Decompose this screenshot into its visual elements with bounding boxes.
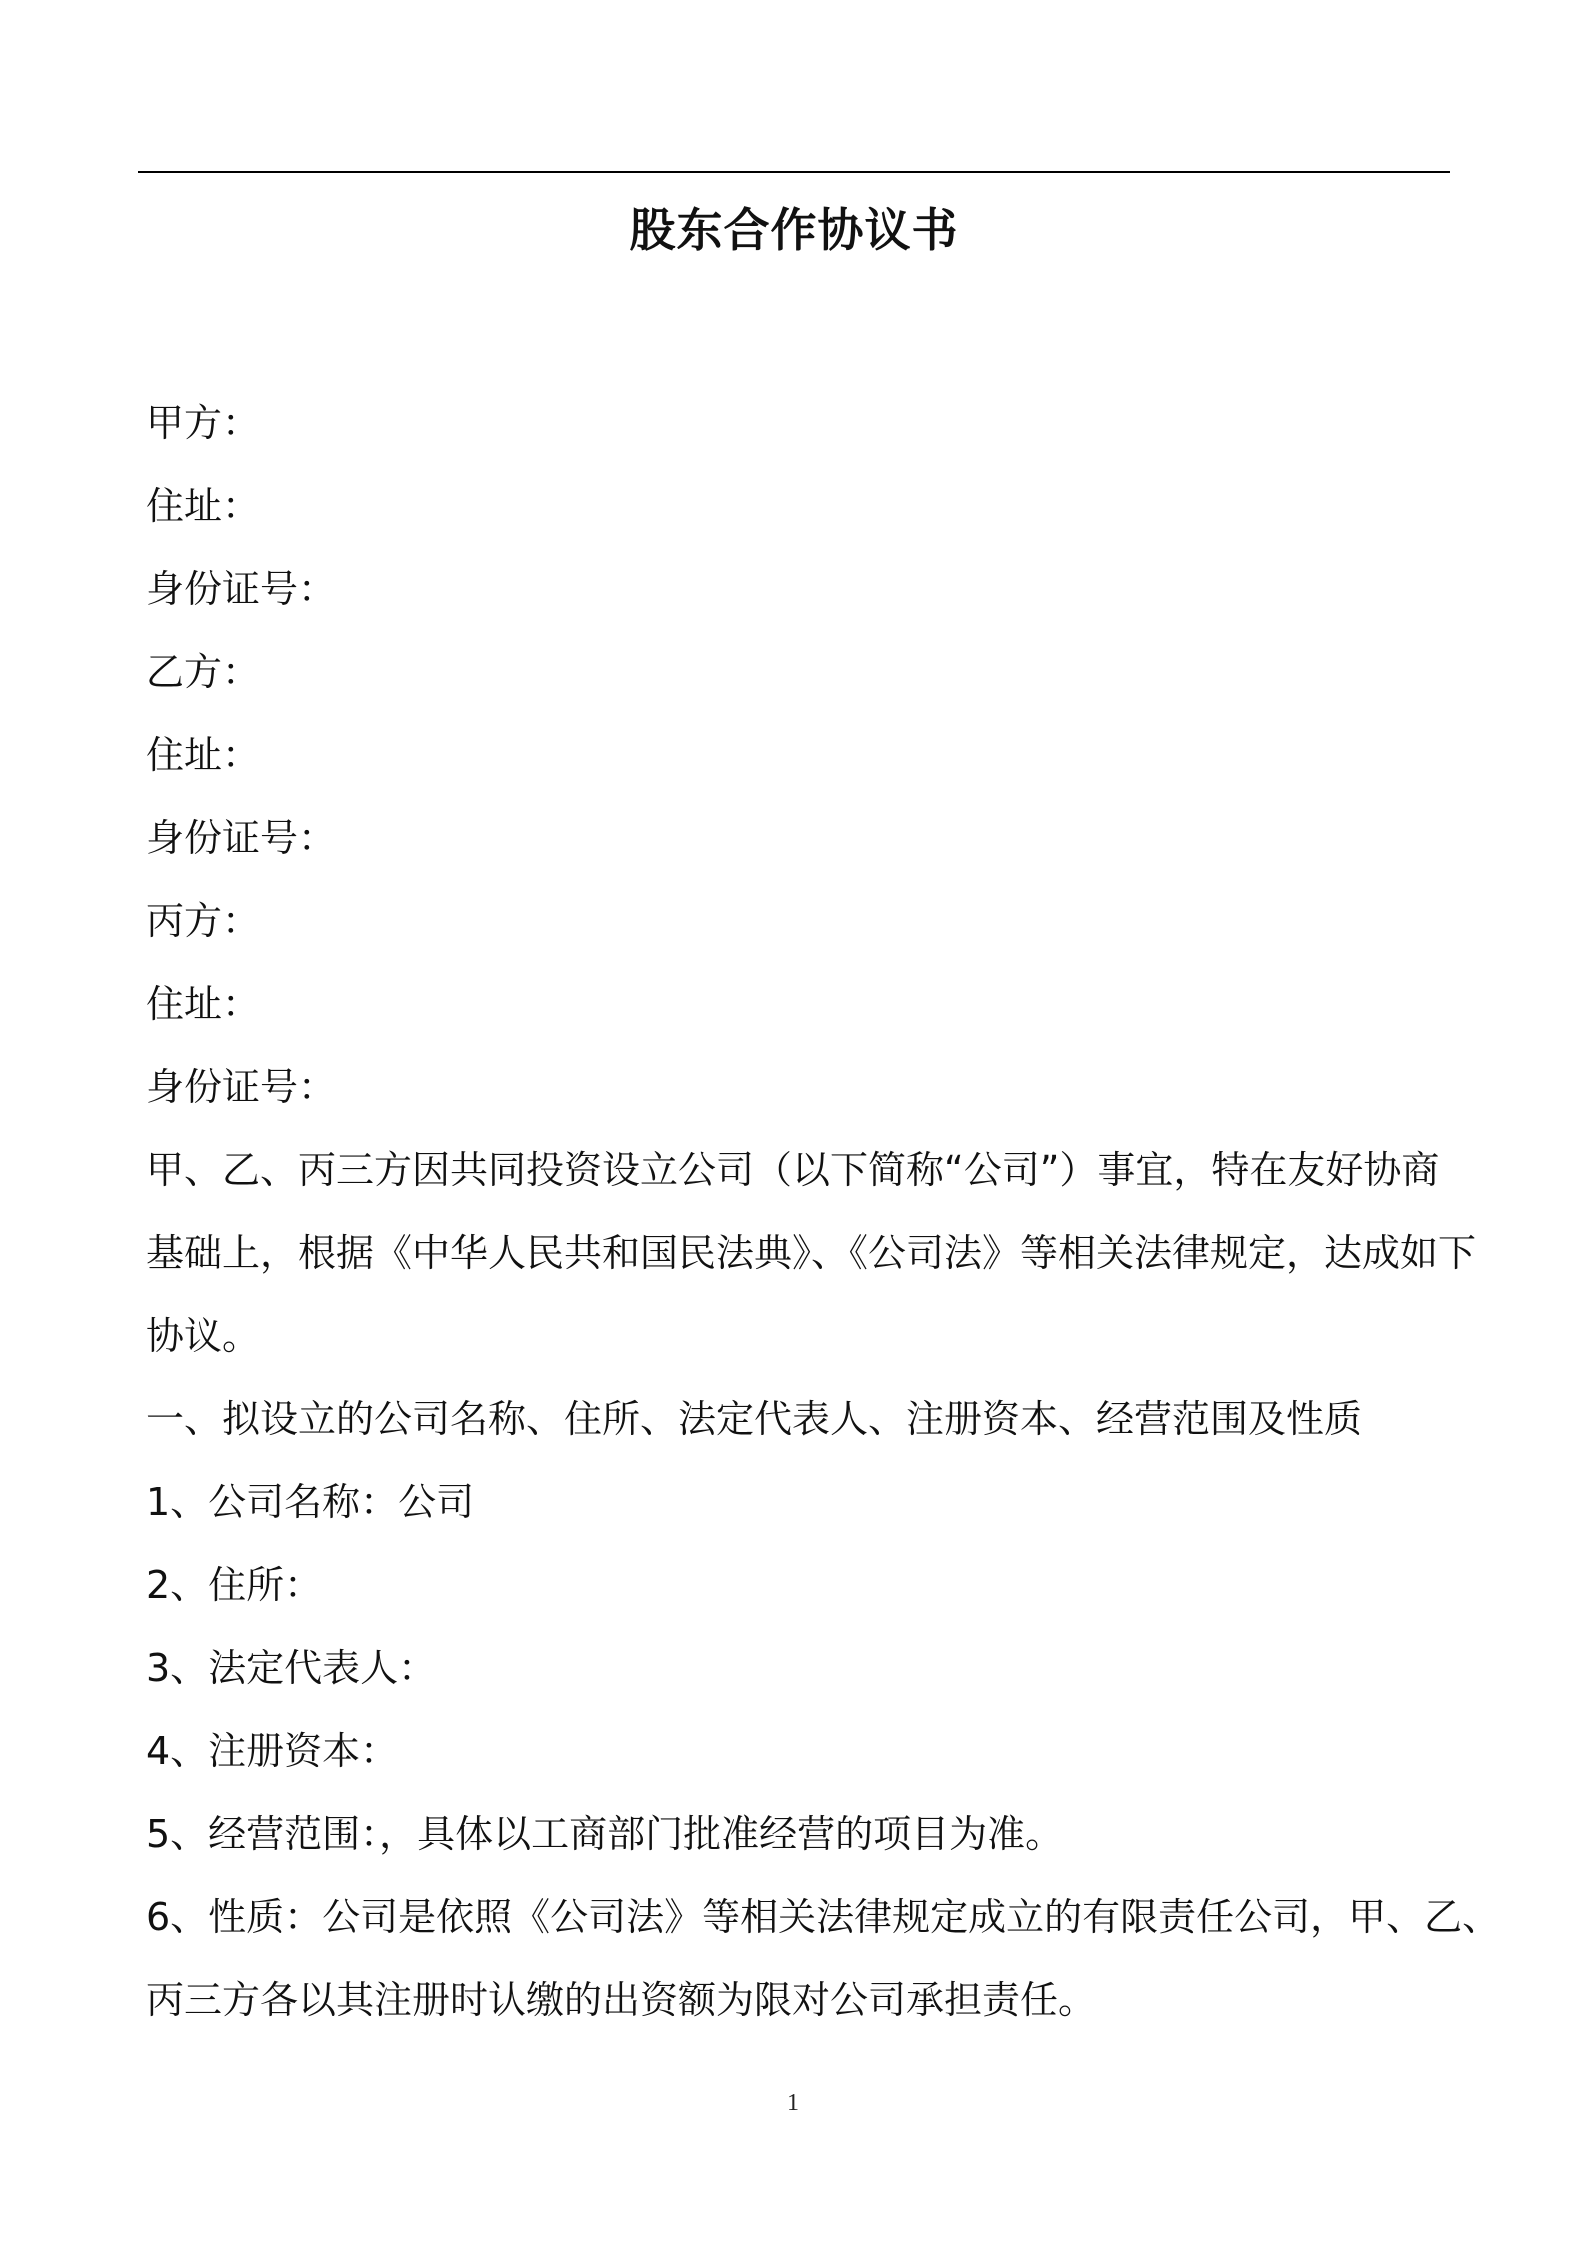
party-c-label: 丙方： <box>146 899 261 943</box>
party-a-id-label: 身份证号： <box>146 567 337 611</box>
section-1-item-legal-representative: 3、法定代表人： <box>146 1646 437 1690</box>
intro-line-1: 甲、乙、丙三方因共同投资设立公司（以下简称“公司”）事宜，特在友好协商 <box>146 1148 1440 1192</box>
document-title: 股东合作协议书 <box>629 203 959 257</box>
document-body <box>146 382 1501 2042</box>
party-a-address-label: 住址： <box>146 484 261 528</box>
section-1-item-registered-capital: 4、注册资本： <box>146 1729 399 1773</box>
party-c-id-label: 身份证号： <box>146 1065 337 1109</box>
party-a-label: 甲方： <box>146 401 261 445</box>
party-b-label: 乙方： <box>146 650 261 694</box>
page-number: 1 <box>787 2090 799 2116</box>
party-b-id-label: 身份证号： <box>146 816 337 860</box>
header-rule <box>138 171 1450 173</box>
section-1-item-nature-line-2: 丙三方各以其注册时认缴的出资额为限对公司承担责任。 <box>146 1978 1097 2022</box>
section-1-item-company-name: 1、公司名称：公司 <box>146 1480 475 1524</box>
intro-line-3: 协议。 <box>146 1314 261 1358</box>
party-b-address-label: 住址： <box>146 733 261 777</box>
intro-line-2: 基础上，根据《中华人民共和国民法典》、《公司法》等相关法律规定，达成如下 <box>146 1231 1477 1275</box>
section-1-item-domicile: 2、住所： <box>146 1563 323 1607</box>
section-1-heading: 一、拟设立的公司名称、住所、法定代表人、注册资本、经营范围及性质 <box>146 1397 1363 1441</box>
section-1-item-nature-line-1: 6、性质：公司是依照《公司法》等相关法律规定成立的有限责任公司，甲、乙、 <box>146 1895 1501 1939</box>
section-1-item-business-scope: 5、经营范围：，具体以工商部门批准经营的项目为准。 <box>146 1812 1064 1856</box>
party-c-address-label: 住址： <box>146 982 261 1026</box>
